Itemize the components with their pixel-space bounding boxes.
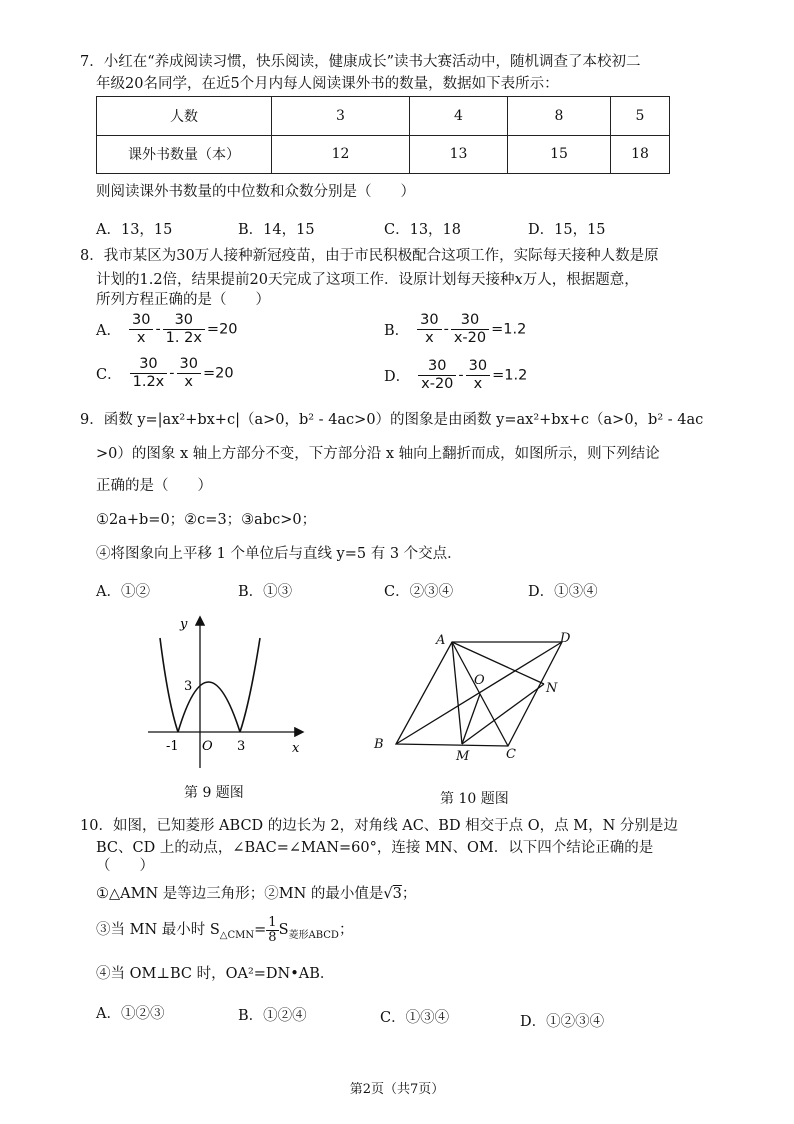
curve-left-branch bbox=[160, 638, 178, 732]
point-a-label: A bbox=[436, 633, 446, 648]
figure-10-rhombus bbox=[364, 626, 590, 766]
q10-s3-eq: = bbox=[254, 922, 267, 938]
q10-line3: （ ） bbox=[96, 858, 154, 874]
sqrt-radicand: 3 bbox=[392, 886, 402, 902]
option-label: B． bbox=[384, 323, 410, 339]
denominator: x-20 bbox=[453, 330, 487, 346]
q10-option-d: D．①②③④ bbox=[520, 1014, 605, 1030]
q7-table bbox=[96, 96, 670, 174]
q7-option-c: C．13，18 bbox=[384, 222, 461, 238]
table-cell: 5 bbox=[611, 97, 670, 136]
q10-line1: 10．如图，已知菱形 ABCD 的边长为 2，对角线 AC、BD 相交于点 O，点 M，N 分别是边 bbox=[80, 818, 678, 834]
q10-option-c: C．①③④ bbox=[380, 1010, 450, 1026]
q9-option-d: D．①③④ bbox=[528, 584, 598, 600]
operator: - bbox=[169, 365, 175, 382]
q7-stem: 则阅读课外书数量的中位数和众数分别是（ ） bbox=[96, 184, 415, 200]
q7-line2: 年级20名同学，在近5个月内每人阅读课外书的数量，数据如下表所示： bbox=[96, 76, 559, 92]
point-c-label: C bbox=[506, 747, 516, 762]
table-row bbox=[97, 135, 670, 174]
q7-line1: 7．小红在“养成阅读习惯，快乐阅读，健康成长”读书大赛活动中，随机调查了本校初二 bbox=[80, 54, 641, 70]
q9-option-c: C．②③④ bbox=[384, 584, 454, 600]
rhs: =1.2 bbox=[492, 367, 528, 384]
q7-option-a: A．13，15 bbox=[96, 222, 173, 238]
q7-option-d: D．15，15 bbox=[528, 222, 606, 238]
curve-right-branch bbox=[240, 638, 260, 732]
operator: - bbox=[458, 367, 464, 384]
numerator: 30 bbox=[466, 358, 490, 376]
numerator: 30 bbox=[417, 312, 441, 330]
sqrt-symbol: √ bbox=[383, 886, 393, 902]
q8-option-d bbox=[384, 358, 527, 393]
x-axis-label: x bbox=[292, 741, 300, 756]
operator: - bbox=[155, 321, 161, 338]
y-tick-3: 3 bbox=[184, 679, 193, 694]
q10-s3-end: ； bbox=[338, 922, 354, 938]
numerator: 30 bbox=[451, 312, 489, 330]
q9-line1: 9．函数 y=|ax²+bx+c|（a>0，b² - 4ac>0）的图象是由函数 y=ax²+bx+c（a>0，b² - 4ac bbox=[80, 412, 704, 428]
q10-statement-3 bbox=[96, 914, 353, 952]
point-m-label: M bbox=[456, 749, 470, 764]
q8-line2-var: x bbox=[514, 272, 523, 288]
q10-s1-end: ； bbox=[401, 886, 417, 902]
point-n-label: N bbox=[546, 681, 558, 696]
q8-line1: 8．我市某区为30万人接种新冠疫苗，由于市民积极配合这项工作，实际每天接种人数是原 bbox=[80, 248, 659, 264]
rhs: =1.2 bbox=[491, 321, 527, 338]
q10-s3-s: S bbox=[278, 922, 289, 938]
point-b-label: B bbox=[374, 737, 384, 752]
q8-line2 bbox=[96, 270, 639, 290]
q10-statement-1-2 bbox=[96, 884, 416, 904]
table-cell: 课外书数量（本） bbox=[97, 135, 272, 174]
page-footer: 第2页（共7页） bbox=[349, 1082, 445, 1097]
q10-s3-sub1: △CMN bbox=[219, 929, 255, 941]
option-label: D． bbox=[384, 369, 411, 385]
y-axis-label: y bbox=[180, 617, 188, 632]
q9-line3: 正确的是（ ） bbox=[96, 478, 212, 494]
q10-s3-sub2: 菱形ABCD bbox=[288, 929, 339, 941]
rhs: =20 bbox=[206, 321, 238, 338]
rhs: =20 bbox=[202, 365, 234, 382]
q9-statement-1-3: ①2a+b=0；②c=3；③abc>0； bbox=[96, 512, 317, 528]
q10-statement-4: ④当 OM⊥BC 时，OA²=DN•AB． bbox=[96, 966, 335, 982]
denominator: x bbox=[473, 376, 483, 392]
q7-option-b: B．14，15 bbox=[238, 222, 315, 238]
denominator: 1.2x bbox=[132, 374, 165, 390]
denominator: x bbox=[136, 330, 146, 346]
q10-s3-text: ③当 MN 最小时 S bbox=[96, 922, 220, 938]
table-cell: 8 bbox=[508, 97, 611, 136]
denominator: x bbox=[425, 330, 434, 346]
segment-mn bbox=[462, 684, 544, 744]
table-row bbox=[97, 97, 670, 136]
q8-option-c bbox=[96, 356, 234, 391]
q8-option-a bbox=[96, 312, 238, 347]
denominator: 1. 2x bbox=[165, 330, 202, 346]
q8-line3: 所列方程正确的是（ ） bbox=[96, 292, 270, 308]
denominator: 8 bbox=[268, 929, 277, 945]
figure-10-caption: 第 10 题图 bbox=[440, 791, 509, 807]
q10-option-a: A．①②③ bbox=[96, 1006, 165, 1022]
numerator: 30 bbox=[418, 358, 456, 376]
q10-s1-text: ①△AMN 是等边三角形；②MN 的最小值是 bbox=[96, 886, 384, 902]
q9-line2: >0）的图象 x 轴上方部分不变，下方部分沿 x 轴向上翻折而成，如图所示，则下列结论 bbox=[96, 446, 660, 462]
x-tick-neg1: -1 bbox=[166, 739, 179, 754]
numerator: 30 bbox=[130, 356, 168, 374]
q9-option-b: B．①③ bbox=[238, 584, 293, 600]
numerator: 1 bbox=[268, 914, 277, 930]
numerator: 30 bbox=[163, 312, 205, 330]
x-tick-3: 3 bbox=[237, 739, 246, 754]
table-cell: 人数 bbox=[97, 97, 272, 136]
table-cell: 18 bbox=[611, 135, 670, 174]
segment-an bbox=[452, 642, 544, 684]
operator: - bbox=[443, 321, 449, 338]
q9-option-a: A．①② bbox=[96, 584, 150, 600]
figure-9-graph bbox=[140, 612, 310, 772]
table-cell: 15 bbox=[508, 135, 611, 174]
q8-line2-a: 计划的1.2倍，结果提前20天完成了这项工作．设原计划每天接种 bbox=[96, 272, 515, 288]
denominator: x bbox=[184, 374, 194, 390]
point-d-label: D bbox=[560, 631, 571, 646]
q10-option-b: B．①②④ bbox=[238, 1008, 307, 1024]
diagonal-bd bbox=[396, 642, 562, 744]
point-o-label: O bbox=[474, 673, 485, 688]
table-cell: 13 bbox=[410, 135, 508, 174]
q9-statement-4: ④将图象向上平移 1 个单位后与直线 y=5 有 3 个交点． bbox=[96, 546, 462, 562]
q10-line2: BC、CD 上的动点，∠BAC=∠MAN=60°，连接 MN、OM．以下四个结论正确的是 bbox=[96, 840, 654, 856]
table-cell: 3 bbox=[272, 97, 410, 136]
denominator: x-20 bbox=[421, 376, 454, 392]
origin-label: O bbox=[202, 739, 213, 754]
q8-option-b bbox=[384, 312, 526, 347]
numerator: 30 bbox=[177, 356, 201, 374]
figure-9-caption: 第 9 题图 bbox=[184, 785, 244, 801]
table-cell: 4 bbox=[410, 97, 508, 136]
option-label: A． bbox=[96, 323, 121, 339]
q8-line2-b: 万人，根据题意， bbox=[522, 272, 639, 288]
table-cell: 12 bbox=[272, 135, 410, 174]
numerator: 30 bbox=[129, 312, 153, 330]
option-label: C． bbox=[96, 367, 122, 383]
